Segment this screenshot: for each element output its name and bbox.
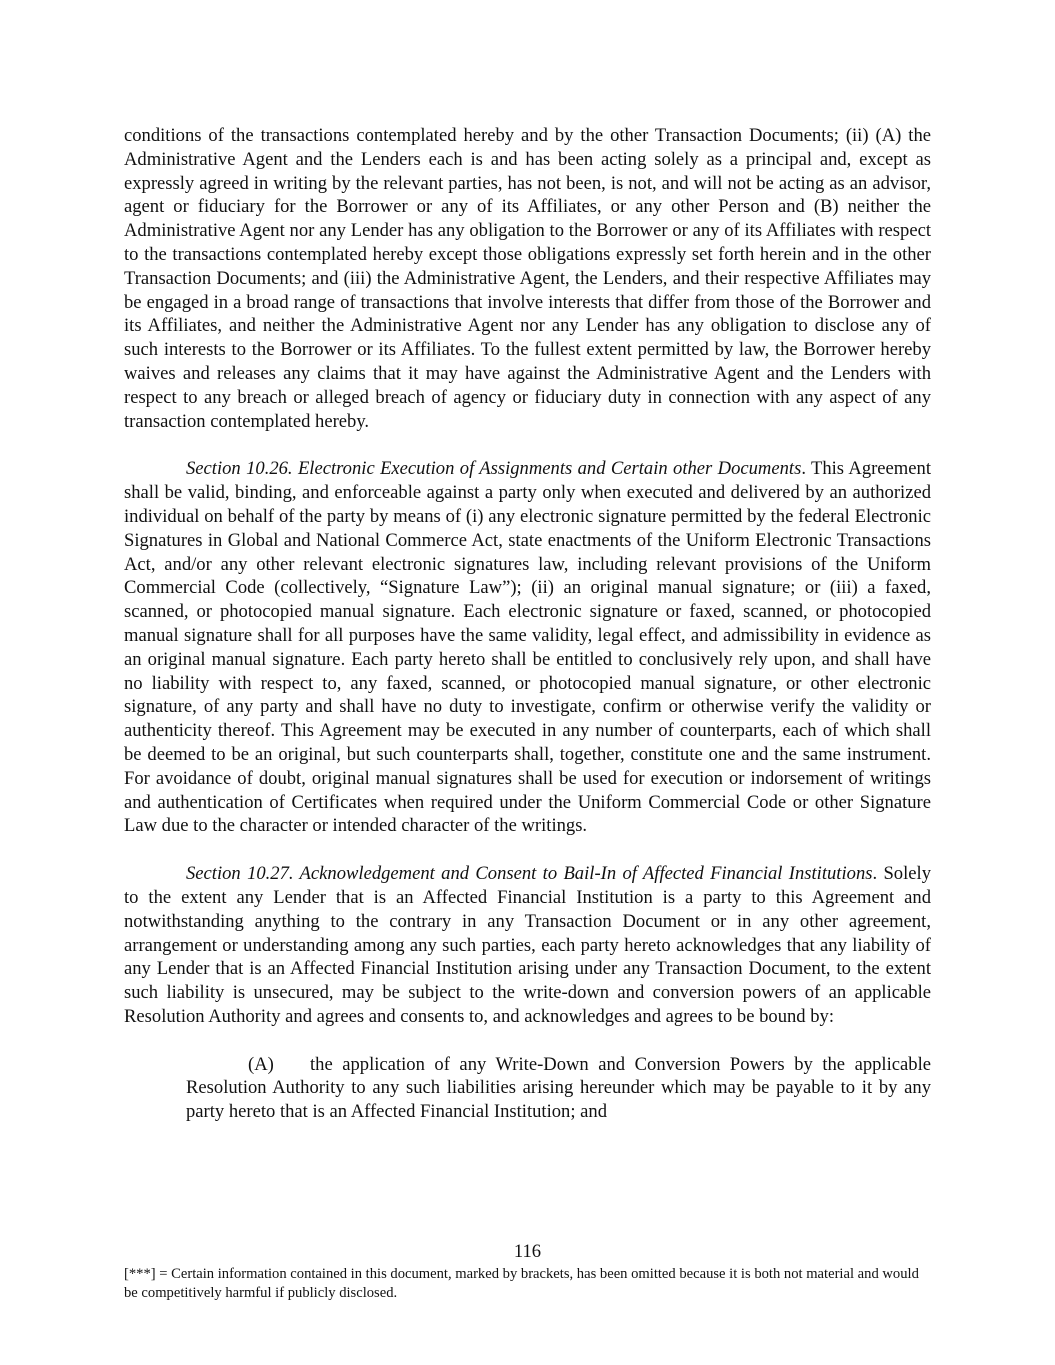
section-10-27-body: . Solely to the extent any Lender that is an Affected Financial Institution is a party to this Agreement and notwithstanding anything to the contrary in any Transaction Document or in any other agreement, arrangement or understanding among any such parties, each party hereto acknowledges that any liability of any Lender that is an Affected Financial Institution arising under any Transaction Document, to the extent such liability is unsecured, may be subject to the write-down and conversion powers of an applicable Resolution Authority and agrees and consents to, and acknowledges and agrees to be bound by:	[124, 863, 931, 1027]
section-10-26-heading: Section 10.26. Electronic Execution of Assignments and Certain other Documents	[186, 458, 802, 480]
clause-a-label: (A)	[248, 1053, 274, 1075]
paragraph-continuation: conditions of the transactions contemplated hereby and by the other Transaction Documents; (ii) (A) the Administrative Agent and the Lenders each is and has been acting solely as a principal and, except as expressly agreed in writing by the relevant parties, has not been, is not, and will not be acting as an advisor, agent or fiduciary for the Borrower or any of its Affiliates, or any other Person and (B) neither the Administrative Agent nor any Lender has any obligation to the Borrower or any of its Affiliates with respect to the transactions contemplated hereby except those obligations expressly set forth herein and in the other Transaction Documents; and (iii) the Administrative Agent, the Lenders, and their respective Affiliates may be engaged in a broad range of transactions that involve interests that differ from those of the Borrower and its Affiliates, and neither the Administrative Agent nor any Lender has any obligation to disclose any of such interests to the Borrower or its Affiliates. To the fullest extent permitted by law, the Borrower hereby waives and releases any claims that it may have against the Administrative Agent and the Lenders with respect to any breach or alleged breach of agency or fiduciary duty in connection with any aspect of any transaction contemplated hereby.	[124, 125, 931, 432]
section-10-26-body: . This Agreement shall be valid, binding, and enforceable against a party only when executed and delivered by an authorized individual on behalf of the party by means of (i) any electronic signature permitted by the federal Electronic Signatures in Global and National Commerce Act, state enactments of the Uniform Electronic Transactions Act, and/or any other relevant electronic signatures law, including relevant provisions of the Uniform Commercial Code (collectively, “Signature Law”); (ii) an original manual signature; or (iii) a faxed, scanned, or photocopied manual signature. Each electronic signature or faxed, scanned, or photocopied manual signature shall for all purposes have the same validity, legal effect, and admissibility in evidence as an original manual signature. Each party hereto shall be entitled to conclusively rely upon, and shall have no liability with respect to, any faxed, scanned, or photocopied manual signature, or other electronic signature, of any party and shall have no duty to investigate, confirm or otherwise verify the validity or authenticity thereof. This Agreement may be executed in any number of counterparts, each of which shall be deemed to be an original, but such counterparts shall, together, constitute one and the same instrument. For avoidance of doubt, original manual signatures shall be used for execution or indorsement of writings and authentication of Certificates when required under the Uniform Commercial Code or other Signature Law due to the character or intended character of the writings.	[124, 458, 931, 837]
clause-a	[186, 1053, 931, 1124]
document-body	[124, 124, 931, 1148]
clause-a-text: the application of any Write-Down and Conversion Powers by the applicable Resolution Authority to any such liabilities arising hereunder which may be payable to it by any party hereto that is an Affected Financial Institution; and	[186, 1053, 931, 1123]
footer-note: [***] = Certain information contained in this document, marked by brackets, has been omitted because it is both not material and would be competitively harmful if publicly disclosed.	[124, 1266, 919, 1301]
section-10-27	[124, 862, 931, 1029]
section-10-26	[124, 457, 931, 838]
section-10-27-heading: Section 10.27. Acknowledgement and Consent to Bail-In of Affected Financial Institutions	[186, 863, 873, 885]
page-number: 116	[513, 1241, 542, 1262]
